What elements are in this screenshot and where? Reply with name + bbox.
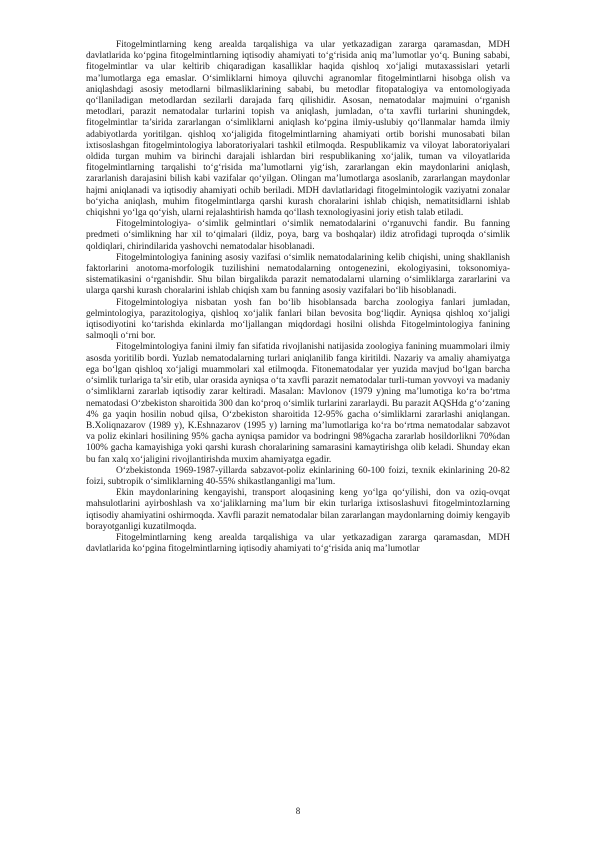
paragraph-3: Fitogelmintologiya fanining asosiy vazifasi o‘simlik nematodalarining kelib chiqishi, uning shakllanish faktorlarini anotoma-morfologik tuzilishini nematodalarning ontogenezini, ekologiyasini, toksonomiya-sistematikasini o‘rganishdir. Shu bilan birgalikda parazit nematodalarni ularning o‘simliklarga zararlarini va ularga qarshi kurash choralarini ishlab chiqish xam bu fanning asosiy vazifalari bo‘lib hisoblanadi.: [86, 252, 510, 297]
paragraph-8: Fitogelmintlarning keng arealda tarqalishiga va ular yetkazadigan zararga qaramasdan, MDH davlatlarida ko‘pgina fitogelmintlarning iqtisodiy ahamiyati to‘g‘risida aniq ma’lumotlar: [86, 532, 510, 555]
document-body: [86, 40, 510, 555]
paragraph-2: Fitogelmintologiya- o‘simlik gelmintlari o‘simlik nematodalarini o‘rganuvchi fandir. Bu fanning predmeti o‘simlikning har xil to‘qimalari (ildiz, poya, barg va boshqalar) ildiz atrofidagi tuproqda o‘simlik qoldiqlari, chirindilarida yashovchi nematodalar hisoblanadi.: [86, 219, 510, 252]
paragraph-4: Fitogelmintologiya nisbatan yosh fan bo‘lib hisoblansada barcha zoologiya fanlari jumladan, gelmintologiya, parazitologiya, qishloq xo‘jalik fanlari bilan bevosita bog‘liqdir. Ayniqsa qishloq xo‘jaligi iqtisodiyotini ko‘tarishda ekinlarda mo‘ljallangan miqdordagi hosilni olishda Fitogelmintologiya fanining salmoqli o‘rni bor.: [86, 297, 510, 342]
paragraph-7: Ekin maydonlarining kengayishi, transport aloqasining keng yo‘lga qo‘yilishi, don va oziq-ovqat mahsulotlarini ayirboshlash va xo‘jaliklarning ma’lum bir ekin turlariga ixtisoslashuvi fitogelmintozlarning iqtisodiy ahamiyatini oshirmoqda. Xavfli parazit nematodalar bilan zararlangan maydonlarning doimiy kengayib borayotganligi kuzatilmoqda.: [86, 488, 510, 532]
paragraph-5: Fitogelmintologiya fanini ilmiy fan sifatida rivojlanishi natijasida zoologiya fanining muammolari ilmiy asosda yoritilib bordi. Yuzlab nematodalarning turlari aniqlanilib fanga kiritildi. Nazariy va amaliy ahamiyatga ega bo‘lgan qishloq xo‘jaligi muammolari xal etilmoqda. Fitonematodalar yer yuzida mavjud bo‘lgan barcha o‘simlik turlariga ta’sir etib, ular orasida ayniqsa o‘ta xavfli parazit nematodalar turli-tuman yovvoyi va madaniy o‘simliklarni zararlab iqtisodiy zarar keltiradi. Masalan: Mavlonov (1979 y)ning ma’lumotiga ko‘ra bo‘rtma nematodasi O‘zbekiston sharoitida 300 dan ko‘proq o‘simlik turlarini zararlaydi. Bu parazit AQSHda g‘o‘zaning 4% ga yaqin hosilin nobud qilsa, O‘zbekiston sharoitida 12-95% gacha o‘simliklarni zararlashi aniqlangan. B.Xoliqnazarov (1989 y), K.Eshnazarov (1995 y) larning ma’lumotlariga ko‘ra bo‘rtma nematodalar sabzavot va poliz ekinlari hosilining 95% gacha ayniqsa pamidor va bodringni 98%gacha zararlab hosildorlikni 70%dan 100% gacha kamayishiga yoki qarshi kurash choralarining samarasini kamaytirishga olib keladi. Shunday ekan bu fan xalq xo‘jaligini rivojlantirishda muxim ahamiyatga egadir.: [86, 342, 510, 465]
page-number: 8: [295, 806, 301, 816]
paragraph-6: O‘zbekistonda 1969-1987-yillarda sabzavot-poliz ekinlarining 60-100 foizi, texnik ekinlarining 20-82 foizi, subtropik o‘simliklarning 40-55% shikastlanganligi ma’lum.: [86, 465, 510, 487]
paragraph-1: Fitogelmintlarning keng arealda tarqalishiga va ular yetkazadigan zararga qaramasdan, MDH davlatlarida ko‘pgina fitogelmintlarning iqtisodiy ahamiyati to‘g‘risida aniq ma’lumotlar yo‘q. Buning sababi, fitogelmintlar va ular keltirib chiqaradigan kasalliklar haqida qishloq xo‘jaligi mutaxassislari yetarli ma’lumotlarga ega emaslar. O‘simliklarni himoya qiluvchi agranomlar fitogelmintlarni hisobga olish va aniqlashdagi asosiy metodlarni bilmasliklarining sababi, bu metodlar fitopatalogiya va entomologiyada qo‘llaniladigan metodlardan sezilarli darajada farq qilishidir. Asosan, nematodalar majmuini o‘rganish metodlari, parazit nematodalar turlarini topish va aniqlash, jumladan, o‘ta xavfli turlarini shuningdek, fitogelmintlar ta’sirida zararlangan o‘simliklarni aniqlash ko‘pgina ilmiy-uslubiy qo‘llanmalar hamda ilmiy adabiyotlarda yoritilgan. qishloq xo‘jaligida fitogelmintlarning ahamiyati ortib borishi munosabati bilan ixtisoslashgan fitogelmintologiya laboratoriyalari tashkil etilmoqda. Respublikamiz va viloyat laboratoriyalari oldida turgan muhim va birinchi darajali ishlardan biri respublikaning xo‘jalik, tuman va viloyatlarida fitogelmintlarning tarqalishi to‘g‘risida ma’lumotlarni yig‘ish, zararlangan ekin maydonlarini aniqlash, zararlanish darajasini bilish kabi vazifalar qo‘yilgan. Olingan ma’lumotlarga asoslanib, zararlangan maydonlar hajmi aniqlanadi va iqtisodiy ahamiyati ochib beriladi. MDH davlatlaridagi fitogelmintologik vaziyatni zonalar bo‘yicha aniqlash, muhim fitogelmintlarga qarshi kurash choralarini ishlab chiqish, nematitsidlarni ishlab chiqishni yo‘lga qo‘yish, ularni rejalashtirish hamda qo‘llash texnologiyasini joriy etish talab etiladi.: [86, 40, 510, 219]
